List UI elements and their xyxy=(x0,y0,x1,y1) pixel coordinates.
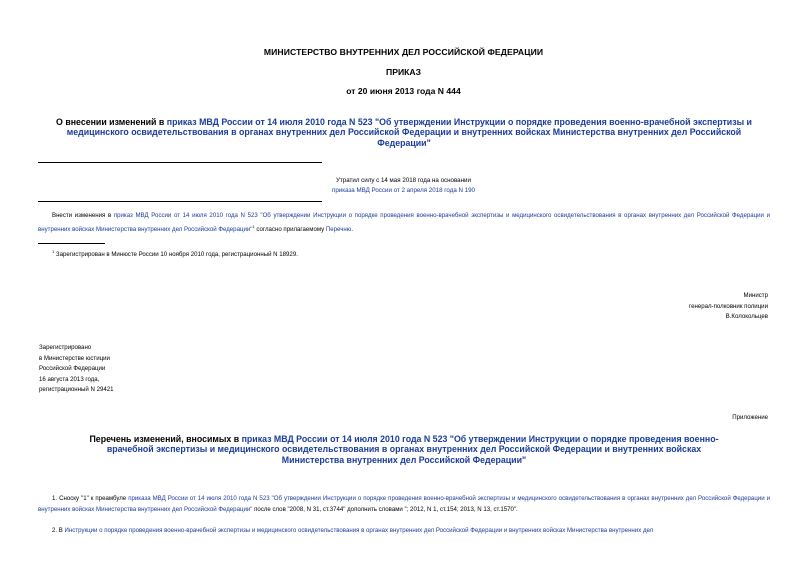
footnote-text: Зарегистрирован в Минюсте России 10 ноября 2010 года, регистрационный N 18929. xyxy=(54,251,298,259)
item2-instruction-link[interactable]: Инструкции о порядке проведения военно-врачебной экспертизы и медицинского освидетельствования в органах внутренних дел Российской Федерации и внутренних войсках Министерства внутренних дел xyxy=(64,527,654,534)
body-middle: согласно прилагаемому xyxy=(254,226,326,234)
order-body-paragraph xyxy=(38,210,770,235)
body-prefix: Внести изменения в xyxy=(52,212,114,219)
title-prefix: О внесении изменений в xyxy=(56,117,167,127)
document-title xyxy=(48,117,760,148)
item1-prefix: 1. Сноску "1" к преамбуле xyxy=(52,495,129,502)
document-type: ПРИКАЗ xyxy=(386,67,421,77)
footnote-number: 1 xyxy=(52,249,55,254)
list-item xyxy=(38,494,770,515)
registration-line: Зарегистрировано xyxy=(39,344,92,351)
registration-line: регистрационный N 29421 xyxy=(39,386,114,394)
signature-position: Министр xyxy=(743,292,768,299)
registration-line: 16 августа 2013 года, xyxy=(39,375,100,383)
item1-order-link[interactable]: приказа МВД России от 14 июля 2010 года N 523 "Об утверждении Инструкции о порядке проведения военно-врачебной экспертизы и медицинского освидетельствования в органах внутренних дел Российской Федерации и внутренних войсках Министерства внутренних дел Российской Федерации" xyxy=(38,495,770,513)
lost-force-order-link[interactable]: приказа МВД России от 2 апреля 2018 года N 190 xyxy=(332,187,475,194)
lost-force-note: Утратил силу с 14 мая 2018 года на основании xyxy=(336,177,471,184)
footnote xyxy=(52,249,298,258)
appendix-order-link[interactable]: приказ МВД России от 14 июля 2010 года N 523 "Об утверждении Инструкции о порядке проведения военно-врачебной экспертизы и медицинского освидетельствования в органах внутренних дел Российской Федерации и внутренних войсках Министерства внутренних дел Российской Федерации" xyxy=(106,434,719,465)
body-order-link[interactable]: приказ МВД России от 14 июля 2010 года N 523 "Об утверждении Инструкции о порядке проведения военно-врачебной экспертизы и медицинского освидетельствования в органах внутренних дел Российской Федерации и внутренних войсках Министерства внутренних дел Российской Федерации" xyxy=(38,212,770,234)
footnote-ref[interactable]: 1 xyxy=(252,224,255,229)
signature-block xyxy=(689,291,768,323)
registration-line: в Министерстве юстиции xyxy=(39,354,110,362)
item2-prefix: 2. В xyxy=(52,527,65,534)
footnote-separator xyxy=(38,243,105,244)
registration-line: Российской Федерации xyxy=(39,365,106,373)
registration-block xyxy=(39,343,114,396)
body-list-link[interactable]: Перечню xyxy=(325,226,352,234)
appendix-label: Приложение xyxy=(732,414,768,421)
body-suffix: . xyxy=(351,226,354,234)
separator-line xyxy=(38,162,322,163)
title-order-link[interactable]: приказ МВД России от 14 июля 2010 года N 523 "Об утверждении Инструкции о порядке проведения военно-врачебной экспертизы и медицинского освидетельствования в органах внутренних дел Российской Федерации и внутренних войсках Министерства внутренних дел Российской Федерации" xyxy=(66,117,752,148)
list-item xyxy=(38,526,770,537)
appendix-title xyxy=(78,434,730,465)
appendix-title-prefix: Перечень изменений, вносимых в xyxy=(89,434,242,444)
document-date: от 20 июня 2013 года N 444 xyxy=(346,86,461,96)
ministry-heading: МИНИСТЕРСТВО ВНУТРЕННИХ ДЕЛ РОССИЙСКОЙ ФЕДЕРАЦИИ xyxy=(263,47,544,57)
separator-line xyxy=(38,201,322,202)
signature-rank: генерал-полковник полиции xyxy=(688,302,768,310)
signature-name: В.Колокольцев xyxy=(725,313,768,321)
item1-suffix: после слов "2008, N 31, ст.3744" дополнить словами "; 2012, N 1, ст.154; 2013, N 13, ст.1570". xyxy=(252,505,518,513)
